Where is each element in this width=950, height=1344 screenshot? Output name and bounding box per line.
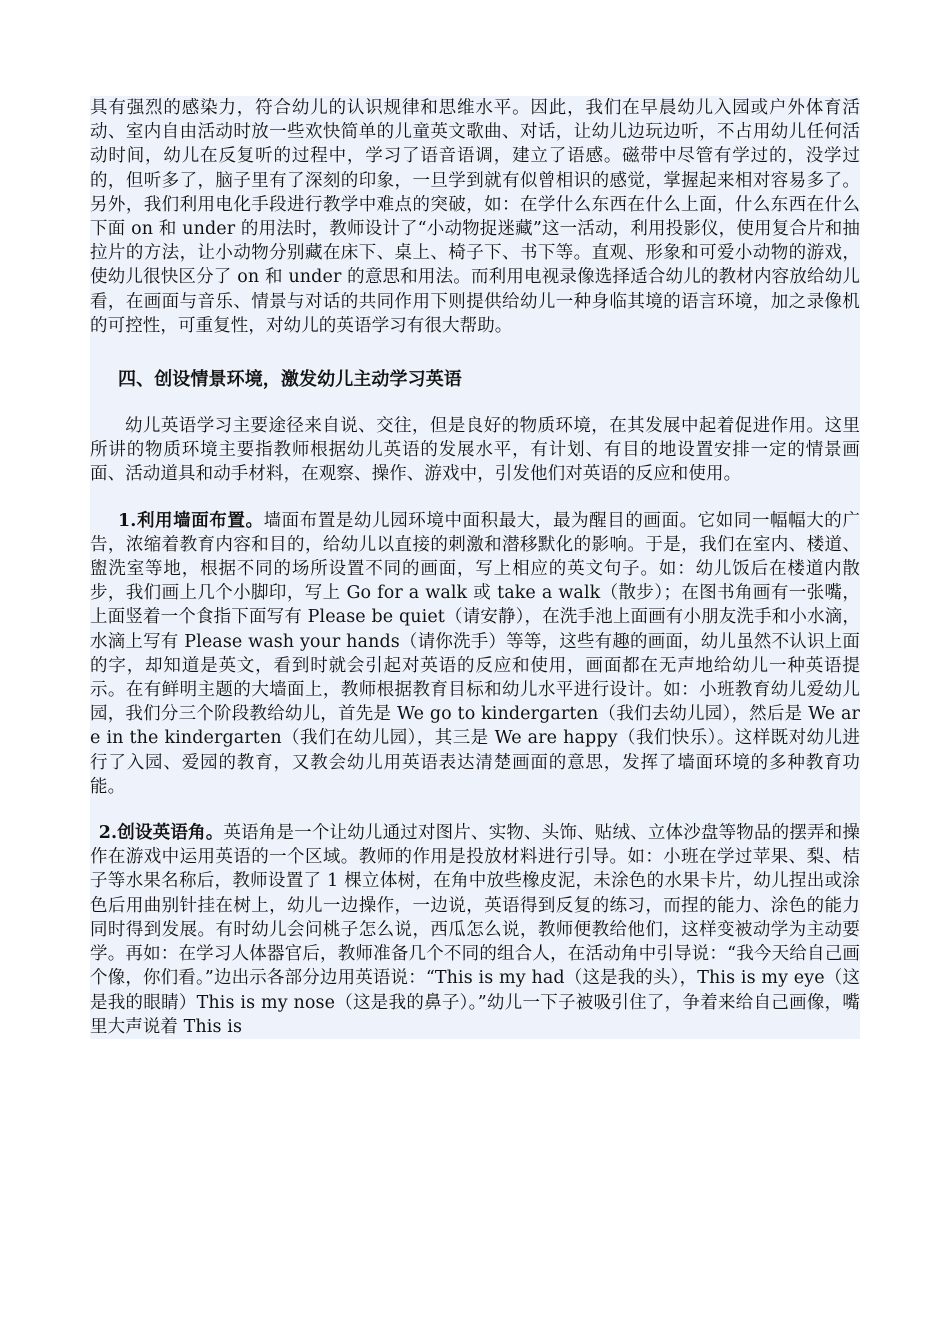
paragraph-intro: 幼儿英语学习主要途径来自说、交往，但是良好的物质环境，在其发展中起着促进作用。这里所讲的物质环境主要指教师根据幼儿英语的发展水平，有计划、有目的地设置安排一定的情景画面、活动道具和动手材料，在观察、操作、游戏中，引发他们对英语的反应和使用。 [90, 416, 860, 485]
wall-decoration-body: 墙面布置是幼儿园环境中面积最大，最为醒目的画面。它如同一幅幅大的广告，浓缩着教育内容和目的，给幼儿以直接的刺激和潜移默化的影响。于是，我们在室内、楼道、盥洗室等地，根据不同的场所设置不同的画面，写上相应的英文句子。如：幼儿饭后在楼道内散步，我们画上几个小脚印，写上 Go for a walk 或 take a walk（散步）；在图书角画有一张嘴，上面竖着一个食指下面写有 Please be quiet（请安静），在洗手池上面画有小朋友洗手和小水滴，水滴上写有 Please wash your hands（请你洗手）等等，这些有趣的画面，幼儿虽然不认识上面的字，却知道是英文，看到时就会引起对英语的反应和使用，画面都在无声地给幼儿一种英语提示。在有鲜明主题的大墙面上，教师根据教育目标和幼儿水平进行设计。如：小班教育幼儿爱幼儿园，我们分三个阶段教给幼儿，首先是 We go to kindergarten（我们去幼儿园），然后是 We are in the kindergarten（我们在幼儿园），其三是 We are happy（我们快乐）。这样既对幼儿进行了入园、爱园的教育，又教会幼儿用英语表达清楚画面的意思，发挥了墙面环境的多种教育功能。 [90, 510, 860, 797]
english-corner-lead: 2.创设英语角。 [98, 823, 224, 844]
wall-decoration-lead: 1.利用墙面布置。 [118, 510, 264, 531]
paragraph-continuation: 具有强烈的感染力，符合幼儿的认识规律和思维水平。因此，我们在早晨幼儿入园或户外体育活动、室内自由活动时放一些欢快简单的儿童英文歌曲、对话，让幼儿边玩边听，不占用幼儿任何活动时间，幼儿在反复听的过程中，学习了语音语调，建立了语感。磁带中尽管有学过的，没学过的，但听多了，脑子里有了深刻的印象，一旦学到就有似曾相识的感觉，掌握起来相对容易多了。另外，我们利用电化手段进行教学中难点的突破，如：在学什么东西在什么上面，什么东西在什么下面 on 和 under 的用法时，教师设计了“小动物捉迷藏”这一活动，利用投影仪，使用复合片和抽拉片的方法，让小动物分别藏在床下、桌上、椅子下、书下等。直观、形象和可爱小动物的游戏，使幼儿很快区分了 on 和 under 的意思和用法。而利用电视录像选择适合幼儿的教材内容放给幼儿看，在画面与音乐、情景与对话的共同作用下则提供给幼儿一种身临其境的语言环境，加之录像机的可控性，可重复性，对幼儿的英语学习有很大帮助。 [90, 98, 860, 336]
text-block [90, 96, 860, 1039]
paragraph-english-corner [90, 821, 860, 1039]
english-corner-body: 英语角是一个让幼儿通过对图片、实物、头饰、贴绒、立体沙盘等物品的摆弄和操作在游戏中运用英语的一个区域。教师的作用是投放材料进行引导。如：小班在学过苹果、梨、桔子等水果名称后，教师设置了 1 棵立体树，在角中放些橡皮泥，未涂色的水果卡片，幼儿捏出或涂色后用曲别针挂在树上，幼儿一边操作，一边说，英语得到反复的练习，而捏的能力、涂色的能力同时得到发展。有时幼儿会问桃子怎么说，西瓜怎么说，教师便教给他们，这样变被动学为主动要学。再如：在学习人体器官后，教师准备几个不同的组合人，在活动角中引导说：“我今天给自己画个像，你们看。”边出示各部分边用英语说：“This is my had（这是我的头），This is my eye（这是我的眼睛）This is my nose（这是我的鼻子）。”幼儿一下子被吸引住了，争着来给自己画像，嘴里大声说着 This is [90, 823, 860, 1037]
paragraph-wall-decoration [90, 509, 860, 799]
document-page [90, 96, 860, 1039]
section-heading: 四、创设情景环境，激发幼儿主动学习英语 [118, 369, 462, 391]
